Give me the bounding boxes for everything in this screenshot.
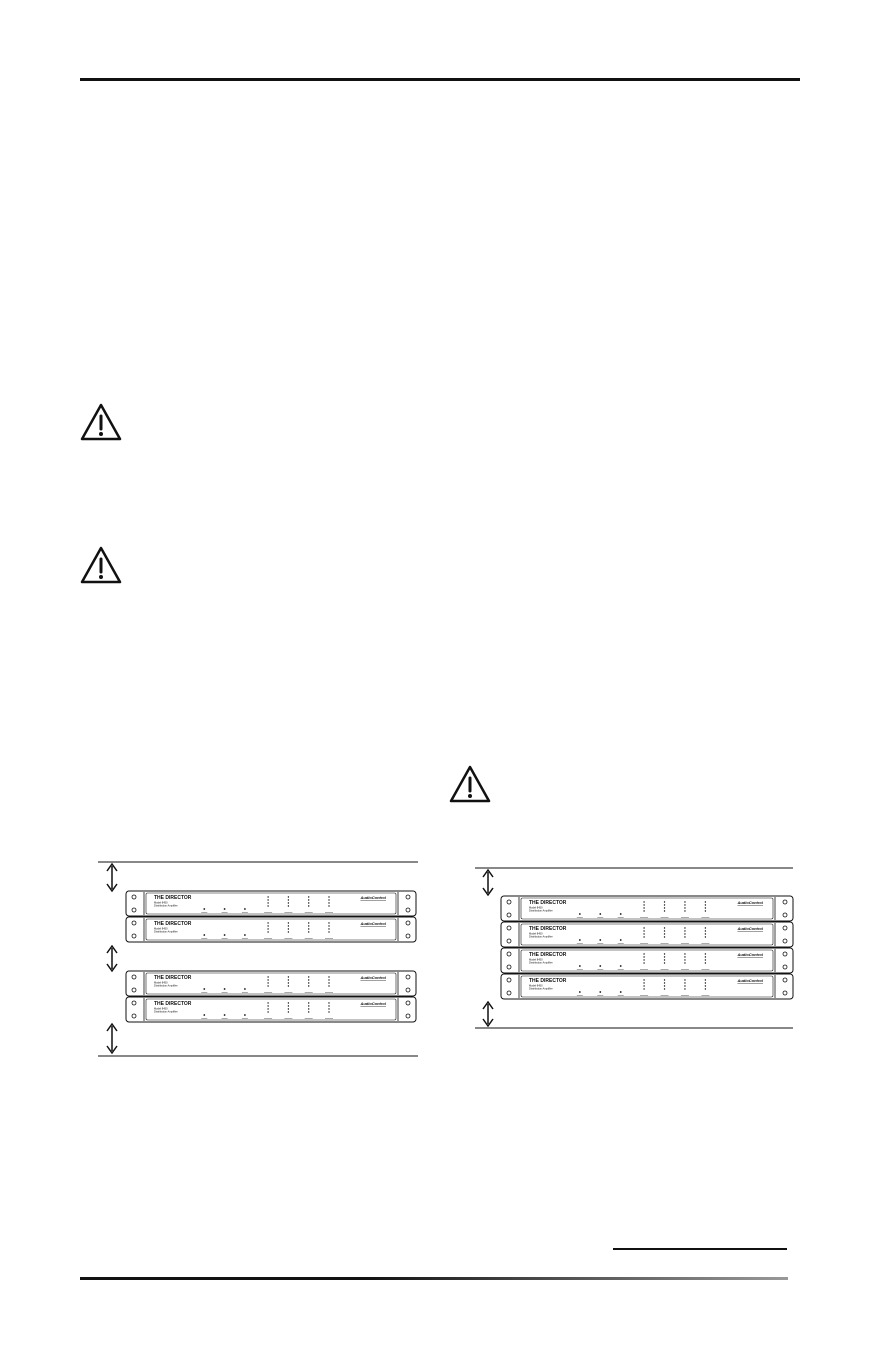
led-indicator: [288, 985, 289, 986]
led-indicator: [288, 1011, 289, 1012]
spacing-arrow-bottom: [483, 1002, 493, 1026]
led-indicator: [705, 985, 706, 986]
unit-model: Model 8450: [529, 906, 543, 910]
unit-subtitle: Distribution Amplifier: [529, 935, 553, 939]
led-indicator: [684, 930, 685, 931]
led-indicator: [705, 907, 706, 908]
led-indicator: [308, 931, 309, 932]
led-indicator: [664, 904, 665, 905]
rack-spacing-figure-left: [96, 856, 420, 1062]
led-indicator: [664, 927, 665, 928]
led-indicator: [328, 979, 329, 980]
unit-subtitle: Distribution Amplifier: [529, 987, 553, 991]
control-knob: [579, 965, 581, 967]
led-indicator: [664, 962, 665, 963]
led-indicator: [288, 1008, 289, 1009]
unit-model: Model 8450: [529, 984, 543, 988]
led-indicator: [267, 922, 268, 923]
led-indicator: [664, 901, 665, 902]
led-indicator: [288, 976, 289, 977]
control-knob: [579, 939, 581, 941]
unit-subtitle: Distribution Amplifier: [154, 1010, 178, 1014]
warning-triangle-icon: [79, 402, 123, 442]
unit-brand-logo: AudioControl: [737, 900, 763, 905]
led-indicator: [328, 1008, 329, 1009]
unit-model: Model 8450: [529, 958, 543, 962]
led-indicator: [328, 985, 329, 986]
unit-subtitle: Distribution Amplifier: [154, 984, 178, 988]
unit-subtitle: Distribution Amplifier: [529, 909, 553, 913]
spacing-arrow-middle: [107, 946, 117, 971]
led-indicator: [664, 907, 665, 908]
led-indicator: [267, 905, 268, 906]
led-indicator: [684, 927, 685, 928]
led-indicator: [643, 985, 644, 986]
led-indicator: [705, 959, 706, 960]
led-indicator: [664, 985, 665, 986]
led-indicator: [684, 956, 685, 957]
led-indicator: [288, 1002, 289, 1003]
led-indicator: [664, 933, 665, 934]
rack-unit: [501, 974, 793, 999]
warning-triangle-icon: [448, 764, 492, 804]
led-indicator: [328, 931, 329, 932]
led-indicator: [267, 896, 268, 897]
led-indicator: [664, 936, 665, 937]
control-knob: [599, 991, 601, 993]
control-knob: [224, 988, 226, 990]
led-indicator: [267, 1002, 268, 1003]
led-indicator: [308, 1008, 309, 1009]
led-indicator: [684, 907, 685, 908]
led-indicator: [308, 902, 309, 903]
led-indicator: [267, 899, 268, 900]
unit-subtitle: Distribution Amplifier: [529, 961, 553, 965]
led-indicator: [328, 905, 329, 906]
unit-title: THE DIRECTOR: [529, 926, 567, 932]
led-indicator: [328, 1011, 329, 1012]
led-indicator: [705, 988, 706, 989]
unit-title: THE DIRECTOR: [529, 900, 567, 906]
led-indicator: [684, 959, 685, 960]
led-indicator: [705, 927, 706, 928]
led-indicator: [267, 1011, 268, 1012]
unit-brand-logo: AudioControl: [737, 978, 763, 983]
led-indicator: [328, 925, 329, 926]
led-indicator: [328, 1002, 329, 1003]
led-indicator: [308, 1011, 309, 1012]
rack-unit: [126, 997, 416, 1022]
spacing-arrow-bottom: [107, 1024, 117, 1053]
led-indicator: [308, 925, 309, 926]
led-indicator: [308, 905, 309, 906]
led-indicator: [267, 982, 268, 983]
led-indicator: [705, 979, 706, 980]
led-indicator: [643, 904, 644, 905]
control-knob: [203, 908, 205, 910]
led-indicator: [643, 907, 644, 908]
led-indicator: [267, 979, 268, 980]
unit-subtitle: Distribution Amplifier: [154, 930, 178, 934]
led-indicator: [288, 925, 289, 926]
led-indicator: [267, 902, 268, 903]
led-indicator: [328, 982, 329, 983]
led-indicator: [664, 988, 665, 989]
control-knob: [579, 913, 581, 915]
unit-brand-logo: AudioControl: [737, 926, 763, 931]
led-indicator: [643, 962, 644, 963]
unit-model: Model 8450: [154, 981, 168, 985]
unit-subtitle: Distribution Amplifier: [154, 904, 178, 908]
led-indicator: [267, 1008, 268, 1009]
unit-brand-logo: AudioControl: [737, 952, 763, 957]
control-knob: [579, 991, 581, 993]
led-indicator: [684, 904, 685, 905]
spacing-arrow-top: [107, 864, 117, 891]
rack-unit: [501, 896, 793, 921]
led-indicator: [288, 982, 289, 983]
led-indicator: [705, 962, 706, 963]
led-indicator: [643, 953, 644, 954]
unit-brand-logo: AudioControl: [360, 921, 386, 926]
led-indicator: [308, 928, 309, 929]
led-indicator: [664, 930, 665, 931]
spacing-arrow-top: [483, 870, 493, 895]
led-indicator: [308, 976, 309, 977]
unit-brand-logo: AudioControl: [360, 895, 386, 900]
led-indicator: [684, 933, 685, 934]
led-indicator: [308, 985, 309, 986]
led-indicator: [328, 902, 329, 903]
led-indicator: [308, 982, 309, 983]
led-indicator: [328, 1005, 329, 1006]
led-indicator: [643, 927, 644, 928]
led-indicator: [643, 901, 644, 902]
led-indicator: [308, 1002, 309, 1003]
led-indicator: [705, 910, 706, 911]
control-knob: [203, 1014, 205, 1016]
led-indicator: [684, 936, 685, 937]
unit-title: THE DIRECTOR: [529, 978, 567, 984]
control-knob: [224, 908, 226, 910]
led-indicator: [684, 953, 685, 954]
led-indicator: [643, 956, 644, 957]
led-indicator: [308, 899, 309, 900]
control-knob: [599, 965, 601, 967]
unit-title: THE DIRECTOR: [154, 975, 192, 981]
led-indicator: [328, 922, 329, 923]
led-indicator: [267, 1005, 268, 1006]
led-indicator: [308, 1005, 309, 1006]
unit-brand-logo: AudioControl: [360, 1001, 386, 1006]
rack-unit: [126, 891, 416, 916]
led-indicator: [288, 902, 289, 903]
led-indicator: [664, 910, 665, 911]
unit-title: THE DIRECTOR: [529, 952, 567, 958]
led-indicator: [684, 985, 685, 986]
led-indicator: [288, 896, 289, 897]
led-indicator: [288, 905, 289, 906]
led-indicator: [705, 930, 706, 931]
unit-model: Model 8450: [154, 1007, 168, 1011]
led-indicator: [643, 910, 644, 911]
warning-triangle-icon: [79, 545, 123, 585]
led-indicator: [684, 901, 685, 902]
led-indicator: [288, 899, 289, 900]
led-indicator: [705, 956, 706, 957]
led-indicator: [328, 976, 329, 977]
unit-model: Model 8450: [154, 901, 168, 905]
unit-brand-logo: AudioControl: [360, 975, 386, 980]
led-indicator: [664, 982, 665, 983]
led-indicator: [643, 982, 644, 983]
control-knob: [224, 1014, 226, 1016]
led-indicator: [684, 982, 685, 983]
control-knob: [599, 913, 601, 915]
led-indicator: [328, 899, 329, 900]
led-indicator: [664, 959, 665, 960]
led-indicator: [705, 904, 706, 905]
led-indicator: [308, 979, 309, 980]
led-indicator: [288, 928, 289, 929]
led-indicator: [267, 931, 268, 932]
rack-unit: [501, 922, 793, 947]
led-indicator: [705, 953, 706, 954]
led-indicator: [643, 988, 644, 989]
rack-unit: [126, 971, 416, 996]
control-knob: [599, 939, 601, 941]
led-indicator: [267, 925, 268, 926]
led-indicator: [705, 982, 706, 983]
control-knob: [244, 988, 246, 990]
led-indicator: [664, 953, 665, 954]
led-indicator: [664, 979, 665, 980]
rack-unit: [501, 948, 793, 973]
led-indicator: [705, 901, 706, 902]
led-indicator: [328, 928, 329, 929]
led-indicator: [684, 962, 685, 963]
led-indicator: [684, 979, 685, 980]
led-indicator: [288, 1005, 289, 1006]
led-indicator: [643, 979, 644, 980]
led-indicator: [643, 933, 644, 934]
led-indicator: [267, 985, 268, 986]
control-knob: [620, 965, 622, 967]
led-indicator: [267, 928, 268, 929]
control-knob: [203, 934, 205, 936]
led-indicator: [664, 956, 665, 957]
footer-short-rule: [613, 1248, 787, 1250]
control-knob: [620, 913, 622, 915]
control-knob: [620, 991, 622, 993]
unit-model: Model 8450: [529, 932, 543, 936]
led-indicator: [643, 959, 644, 960]
led-indicator: [643, 936, 644, 937]
led-indicator: [684, 988, 685, 989]
unit-title: THE DIRECTOR: [154, 921, 192, 927]
unit-title: THE DIRECTOR: [154, 1001, 192, 1007]
unit-title: THE DIRECTOR: [154, 895, 192, 901]
led-indicator: [267, 976, 268, 977]
control-knob: [244, 1014, 246, 1016]
control-knob: [244, 908, 246, 910]
rack-unit: [126, 917, 416, 942]
led-indicator: [308, 896, 309, 897]
unit-model: Model 8450: [154, 927, 168, 931]
control-knob: [224, 934, 226, 936]
header-rule: [80, 78, 800, 81]
led-indicator: [705, 936, 706, 937]
led-indicator: [643, 930, 644, 931]
control-knob: [244, 934, 246, 936]
rack-spacing-figure-right: [473, 862, 797, 1030]
led-indicator: [288, 922, 289, 923]
led-indicator: [328, 896, 329, 897]
led-indicator: [684, 910, 685, 911]
footer-rule: [80, 1277, 788, 1280]
led-indicator: [288, 979, 289, 980]
control-knob: [203, 988, 205, 990]
led-indicator: [288, 931, 289, 932]
control-knob: [620, 939, 622, 941]
led-indicator: [308, 922, 309, 923]
led-indicator: [705, 933, 706, 934]
